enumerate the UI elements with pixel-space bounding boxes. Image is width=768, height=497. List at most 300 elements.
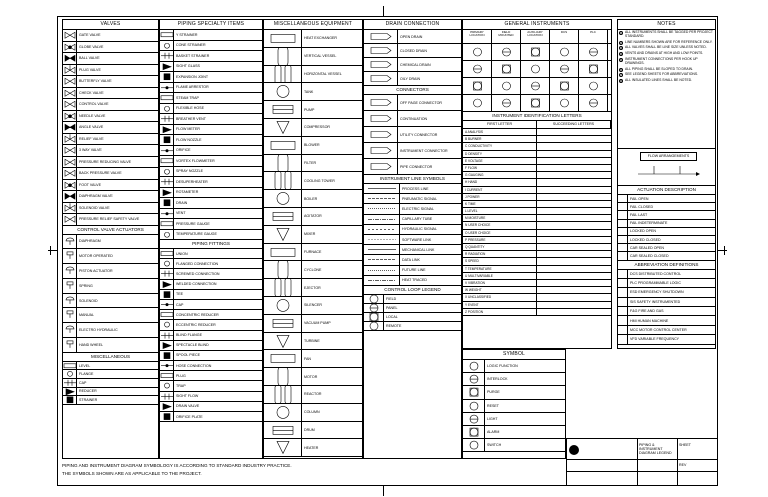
piping-symbol-cell xyxy=(160,83,174,93)
letters-first: H HAND xyxy=(463,179,537,185)
misc-header: MISCELLANEOUS xyxy=(63,353,158,362)
actuator-row xyxy=(63,279,158,294)
misc-row xyxy=(63,379,158,388)
equipment-label: COLUMN xyxy=(304,410,320,415)
symbol-icon xyxy=(364,127,397,142)
valve-label: CONTROL VALVE xyxy=(79,102,109,107)
letters-succeeding xyxy=(537,309,611,315)
equipment-row xyxy=(264,422,362,440)
instr-line-row xyxy=(364,235,461,245)
symbol-icon xyxy=(63,264,76,278)
letters-row xyxy=(463,208,611,215)
symbol-icon xyxy=(579,78,607,94)
symbol-icon xyxy=(160,198,173,208)
note-text: ALL INSTRUMENTS SHALL BE TAGGED PER PROJECT STANDARD. xyxy=(625,30,713,38)
connector-label: CONTINUATION xyxy=(400,116,428,121)
equipment-symbol-cell xyxy=(264,83,302,100)
equipment-symbol-cell xyxy=(264,48,302,65)
instr-line-label: PNEUMATIC SIGNAL xyxy=(402,196,438,201)
symbol-icon xyxy=(160,310,173,319)
general-row xyxy=(463,95,611,112)
fitting-row xyxy=(160,361,262,371)
equipment-label: VACUUM PUMP xyxy=(304,321,331,326)
general-row xyxy=(463,44,611,61)
letters-first: R RADIATION xyxy=(463,251,537,257)
letters-succeeding xyxy=(537,251,611,257)
fitting-row xyxy=(160,351,262,361)
general-cell xyxy=(550,61,579,77)
symbol-icon xyxy=(63,214,76,225)
actuation-label: FAIL CLOSED xyxy=(630,204,654,209)
equipment-symbol-cell xyxy=(264,368,302,385)
symbol-icon xyxy=(63,53,76,64)
fitting-row xyxy=(160,371,262,381)
general-cell xyxy=(492,44,521,60)
instr-line-label: PROCESS LINE xyxy=(402,186,429,191)
symbol-icon xyxy=(264,404,301,421)
instr-line-row xyxy=(364,194,461,204)
piping-symbol-cell xyxy=(160,188,174,198)
symbol-icon xyxy=(160,300,173,309)
actuation-row xyxy=(618,244,715,252)
legend-symbol-cell xyxy=(364,304,384,312)
misc-row xyxy=(63,396,158,405)
defs-header: ABBREVIATION DEFINITIONS xyxy=(618,261,715,270)
piping-symbol-cell xyxy=(160,146,174,156)
note-text: ALL PIPING SHALL BE SLOPED TO DRAIN. xyxy=(625,66,694,71)
letters-succeeding xyxy=(537,172,611,178)
piping-row xyxy=(160,219,262,230)
connector-row xyxy=(364,111,461,127)
symbol-icon xyxy=(63,370,76,378)
rev-label: REV xyxy=(679,463,687,467)
note-text: ALL INSULATED LINES SHALL BE NOTED. xyxy=(625,78,693,83)
letters-succeeding xyxy=(537,287,611,293)
symbol-icon xyxy=(521,95,549,111)
piping-label: DRAIN xyxy=(176,200,188,205)
symbol-icon xyxy=(463,78,491,94)
symbol-icon xyxy=(264,297,301,314)
letters-succeeding xyxy=(537,143,611,149)
symbol-icon xyxy=(364,245,399,254)
valve-symbol-cell xyxy=(63,180,77,191)
letters-row xyxy=(463,294,611,301)
general-row xyxy=(463,61,611,78)
actuator-label: SPRING xyxy=(79,283,93,288)
symbol-icon xyxy=(160,83,173,93)
symbol-icon xyxy=(160,392,173,401)
symbol-icon xyxy=(160,41,173,51)
instr-line-symbol-cell xyxy=(364,276,400,285)
symbol-icon xyxy=(521,61,549,77)
symbol-icon xyxy=(364,143,397,158)
note-text: INSTRUMENT CONNECTIONS PER HOOK UP DRAWINGS. xyxy=(625,56,698,65)
fitting-symbol-cell xyxy=(160,290,174,299)
equipment-symbol-cell xyxy=(264,137,302,154)
actuation-row xyxy=(618,236,715,244)
piping-symbol-cell xyxy=(160,156,174,166)
definition-label: VFD VARIABLE FREQUENCY xyxy=(630,337,680,342)
symbol-icon xyxy=(364,111,397,126)
fitting-row xyxy=(160,310,262,320)
fitting-symbol-cell xyxy=(160,351,174,360)
actuator-row xyxy=(63,264,158,279)
general-cell xyxy=(521,95,550,111)
equipment-label: HEAT EXCHANGER xyxy=(304,36,338,41)
instr-line-label: SOFTWARE LINK xyxy=(402,237,432,242)
misc-symbol-label: RESET xyxy=(487,403,499,408)
actuator-row xyxy=(63,294,158,309)
equipment-label: TURBINE xyxy=(304,338,320,343)
fitting-symbol-cell xyxy=(160,310,174,319)
misc-symbol-cell xyxy=(63,370,77,378)
letters-succeeding xyxy=(537,222,611,228)
drain-symbol-cell xyxy=(364,72,398,85)
general-cell xyxy=(463,44,492,60)
valve-label: PRESSURE REDUCING VALVE xyxy=(79,159,131,164)
letters-row xyxy=(463,194,611,201)
equipment-column xyxy=(263,19,363,459)
symbol-icon xyxy=(364,95,397,110)
letters-succeeding xyxy=(537,158,611,164)
symbol-icon xyxy=(160,290,173,299)
piping-label: FLEXIBLE HOSE xyxy=(176,106,204,111)
equipment-row xyxy=(264,404,362,422)
symbol-icon xyxy=(463,400,484,412)
misc-label: REDUCER xyxy=(79,389,97,394)
legend-row xyxy=(364,304,461,313)
symbol-icon xyxy=(550,78,578,94)
piping-label: VENT xyxy=(176,211,186,216)
valve-label: ANGLE VALVE xyxy=(79,125,104,130)
general-col-header: PRIMARY LOCATION xyxy=(463,30,492,43)
valve-symbol-cell xyxy=(63,214,77,225)
actuator-label: MANUAL xyxy=(79,313,94,318)
fitting-row xyxy=(160,412,262,422)
flow-arrangement xyxy=(618,149,715,186)
piping-row xyxy=(160,156,262,167)
title-block xyxy=(566,438,718,486)
instr-line-symbol-cell xyxy=(364,225,400,234)
letters-row xyxy=(463,230,611,237)
valve-symbol-cell xyxy=(63,76,77,87)
actuation-row xyxy=(618,228,715,236)
notes-column xyxy=(617,19,716,349)
valve-row xyxy=(63,122,158,134)
valve-symbol-cell xyxy=(63,134,77,145)
letters-first: M MOISTURE xyxy=(463,215,537,221)
symbol-icon xyxy=(364,159,397,174)
valve-label: RELIEF VALVE xyxy=(79,136,104,141)
legend-row xyxy=(364,295,461,304)
piping-row xyxy=(160,83,262,94)
valve-row xyxy=(63,42,158,54)
piping-symbol-cell xyxy=(160,51,174,61)
connector-label: OFF PAGE CONNECTOR xyxy=(400,100,442,105)
equipment-symbol-cell xyxy=(264,244,302,261)
letters-col-headers xyxy=(463,121,611,129)
fitting-symbol-cell xyxy=(160,371,174,380)
valve-row xyxy=(63,180,158,192)
note-item xyxy=(618,78,715,84)
actuation-key xyxy=(618,236,628,243)
definition-label: HMI HUMAN MACHINE xyxy=(630,318,669,323)
symbol-icon xyxy=(364,235,399,244)
actuator-row xyxy=(63,323,158,338)
note-number: 1 xyxy=(620,32,622,35)
letters-succeeding xyxy=(537,244,611,250)
piping-row xyxy=(160,146,262,157)
letters-succeeding xyxy=(537,302,611,308)
equipment-label: COOLING TOWER xyxy=(304,178,335,183)
symbol-icon xyxy=(264,83,301,100)
symbol-icon xyxy=(264,368,301,385)
valve-row xyxy=(63,134,158,146)
symbol-icon xyxy=(160,93,173,103)
equipment-label: BOILER xyxy=(304,196,318,201)
symbol-icon xyxy=(364,304,383,312)
actuation-key xyxy=(618,195,628,202)
instr-line-symbol-cell xyxy=(364,266,400,275)
piping-header: PIPING SPECIALTY ITEMS xyxy=(160,20,262,30)
instr-line-symbol-cell xyxy=(364,184,400,193)
misc-label: CAP xyxy=(79,380,87,385)
symbol-icon xyxy=(63,294,76,308)
general-cell xyxy=(521,61,550,77)
actuation-row xyxy=(618,195,715,203)
piping-label: STEAM TRAP xyxy=(176,95,199,100)
piping-column xyxy=(159,19,263,459)
letters-row xyxy=(463,143,611,150)
symbol-icon xyxy=(160,230,173,240)
letters-first: A ANALYSIS xyxy=(463,129,537,135)
fitting-symbol-cell xyxy=(160,249,174,258)
symbol-icon xyxy=(463,44,491,60)
symbol-icon xyxy=(463,413,484,425)
letters-succeeding xyxy=(537,201,611,207)
misc-symbol-symbol-cell xyxy=(463,439,485,451)
legend-symbol-cell xyxy=(364,322,384,330)
symbol-icon xyxy=(364,266,399,275)
actuator-symbol-cell xyxy=(63,264,77,278)
letters-first: E VOLTAGE xyxy=(463,158,537,164)
symbol-icon xyxy=(160,188,173,198)
instruments-column xyxy=(462,19,612,349)
definition-label: MCC MOTOR CONTROL CENTER xyxy=(630,328,687,333)
general-cell xyxy=(550,95,579,111)
valve-symbol-cell xyxy=(63,203,77,214)
letters-col-header: FIRST LETTER xyxy=(463,121,537,128)
piping-label: BREATHER VENT xyxy=(176,116,206,121)
definition-row xyxy=(618,279,715,288)
actuation-row xyxy=(618,211,715,219)
symbol-icon xyxy=(160,62,173,72)
symbol-icon xyxy=(160,177,173,187)
symbol-icon xyxy=(364,322,383,330)
equipment-row xyxy=(264,172,362,190)
misc-row xyxy=(63,362,158,371)
fitting-symbol-cell xyxy=(160,331,174,340)
symbol-icon xyxy=(160,402,173,411)
valve-label: BACK PRESSURE VALVE xyxy=(79,171,122,176)
connector-row xyxy=(364,159,461,175)
symbol-icon xyxy=(521,44,549,60)
actuation-key xyxy=(618,244,628,251)
piping-symbol-cell xyxy=(160,30,174,40)
letters-first: S SPEED xyxy=(463,258,537,264)
general-col-headers xyxy=(463,30,611,44)
symbol-icon xyxy=(264,119,301,136)
drain-symbol-cell xyxy=(364,58,398,71)
symbol-icon xyxy=(264,66,301,83)
equipment-symbol-cell xyxy=(264,208,302,225)
piping-label: FLOW NOZZLE xyxy=(176,137,202,142)
definition-key xyxy=(618,279,628,287)
instr-line-row xyxy=(364,225,461,235)
equipment-symbol-cell xyxy=(264,404,302,421)
symbol-icon xyxy=(63,396,76,404)
equipment-row xyxy=(264,279,362,297)
piping-symbol-cell xyxy=(160,230,174,240)
fitting-row xyxy=(160,280,262,290)
footer-note-2: THE SYMBOLS SHOWN ARE AS APPLICABLE TO THE PROJECT. xyxy=(62,471,202,476)
equipment-label: EJECTOR xyxy=(304,285,321,290)
connector-row xyxy=(364,95,461,111)
letters-row xyxy=(463,172,611,179)
actuation-label: FAIL LAST xyxy=(630,212,648,217)
symbol-icon xyxy=(160,156,173,166)
symbol-icon xyxy=(264,333,301,350)
fitting-label: HOSE CONNECTION xyxy=(176,363,212,368)
valve-row xyxy=(63,30,158,42)
general-cell xyxy=(521,78,550,94)
piping-row xyxy=(160,230,262,241)
actuation-label: CAR SEALED CLOSED xyxy=(630,253,669,258)
misc-symbol-row xyxy=(463,400,565,413)
letters-row xyxy=(463,258,611,265)
equipment-symbol-cell xyxy=(264,422,302,439)
equipment-row xyxy=(264,83,362,101)
misc-row xyxy=(63,370,158,379)
letters-first: O USER CHOICE xyxy=(463,230,537,236)
symbol-icon xyxy=(264,279,301,296)
letters-succeeding xyxy=(537,129,611,135)
symbol-icon xyxy=(550,44,578,60)
letters-first: W WEIGHT xyxy=(463,287,537,293)
misc-symbol-row xyxy=(463,426,565,439)
valve-row xyxy=(63,99,158,111)
letters-first: G GAUGING xyxy=(463,172,537,178)
actuation-label: FAIL OPEN xyxy=(630,196,649,201)
misc-symbol-cell xyxy=(63,362,77,370)
letters-first: P PRESSURE xyxy=(463,237,537,243)
notes-header: NOTES xyxy=(618,20,715,30)
legend-label: PANEL xyxy=(386,305,398,310)
equipment-label: HORIZONTAL VESSEL xyxy=(304,71,342,76)
misc-symbol-label: ALARM xyxy=(487,430,500,435)
fitting-symbol-cell xyxy=(160,259,174,268)
definition-label: SIS SAFETY INSTRUMENTED xyxy=(630,299,681,304)
equipment-label: REACTOR xyxy=(304,392,322,397)
letters-row xyxy=(463,187,611,194)
piping-symbol-cell xyxy=(160,135,174,145)
instr-line-label: FUTURE LINE xyxy=(402,268,426,273)
misc-symbol-row xyxy=(463,386,565,399)
piping-row xyxy=(160,41,262,52)
letters-row xyxy=(463,136,611,143)
symbol-icon xyxy=(364,313,383,321)
symbol-icon xyxy=(160,51,173,61)
fitting-label: CAP xyxy=(176,302,184,307)
piping-symbol-cell xyxy=(160,198,174,208)
equipment-symbol-cell xyxy=(264,333,302,350)
actuation-key xyxy=(618,228,628,235)
actuation-key xyxy=(618,252,628,259)
fitting-row xyxy=(160,259,262,269)
instr-line-row xyxy=(364,255,461,265)
equipment-label: HEATER xyxy=(304,445,319,450)
footer-note-1: PIPING AND INSTRUMENT DIAGRAM SYMBOLOGY IS ACCORDING TO STANDARD INDUSTRY PRACTICE. xyxy=(62,463,292,468)
actuator-label: MOTOR OPERATED xyxy=(79,254,113,259)
symbol-icon xyxy=(63,203,76,214)
equipment-row xyxy=(264,368,362,386)
actuator-symbol-cell xyxy=(63,323,77,337)
actuator-label: HAND WHEEL xyxy=(79,342,103,347)
equipment-label: MIXER xyxy=(304,232,316,237)
note-item xyxy=(618,57,715,67)
note-number: 2 xyxy=(620,41,622,45)
symbol-icon xyxy=(264,101,301,118)
symbol-icon xyxy=(521,78,549,94)
equipment-row xyxy=(264,333,362,351)
actuation-row xyxy=(618,220,715,228)
letters-succeeding xyxy=(537,208,611,214)
definition-row xyxy=(618,307,715,316)
general-cell xyxy=(579,44,608,60)
letters-row xyxy=(463,244,611,251)
definition-label: PLC PROGRAMMABLE LOGIC xyxy=(630,281,681,286)
instr-line-label: HYDRAULIC SIGNAL xyxy=(402,227,437,232)
symbol-icon xyxy=(63,191,76,202)
symbol-icon xyxy=(63,388,76,396)
symbol-icon xyxy=(160,167,173,177)
fitting-row xyxy=(160,381,262,391)
piping-symbol-cell xyxy=(160,114,174,124)
symbol-icon xyxy=(463,95,491,111)
equipment-row xyxy=(264,137,362,155)
piping-row xyxy=(160,114,262,125)
letters-row xyxy=(463,251,611,258)
definition-row xyxy=(618,270,715,279)
valve-symbol-cell xyxy=(63,42,77,53)
actuator-symbol-cell xyxy=(63,249,77,263)
actuation-label: CAR SEALED OPEN xyxy=(630,245,664,250)
valve-row xyxy=(63,157,158,169)
definition-row xyxy=(618,316,715,325)
piping-row xyxy=(160,93,262,104)
symbol-icon xyxy=(63,323,76,337)
fitting-label: SCREWED CONNECTION xyxy=(176,271,220,276)
drain-label: CHEMICAL DRAIN xyxy=(400,62,431,67)
symbol-icon xyxy=(63,338,76,352)
symbol-icon xyxy=(63,235,76,249)
valve-symbol-cell xyxy=(63,111,77,122)
definition-key xyxy=(618,335,628,343)
drain-label: OILY DRAIN xyxy=(400,76,421,81)
piping-symbol-cell xyxy=(160,62,174,72)
symbol-icon xyxy=(160,341,173,350)
letters-first: L LEVEL xyxy=(463,208,537,214)
